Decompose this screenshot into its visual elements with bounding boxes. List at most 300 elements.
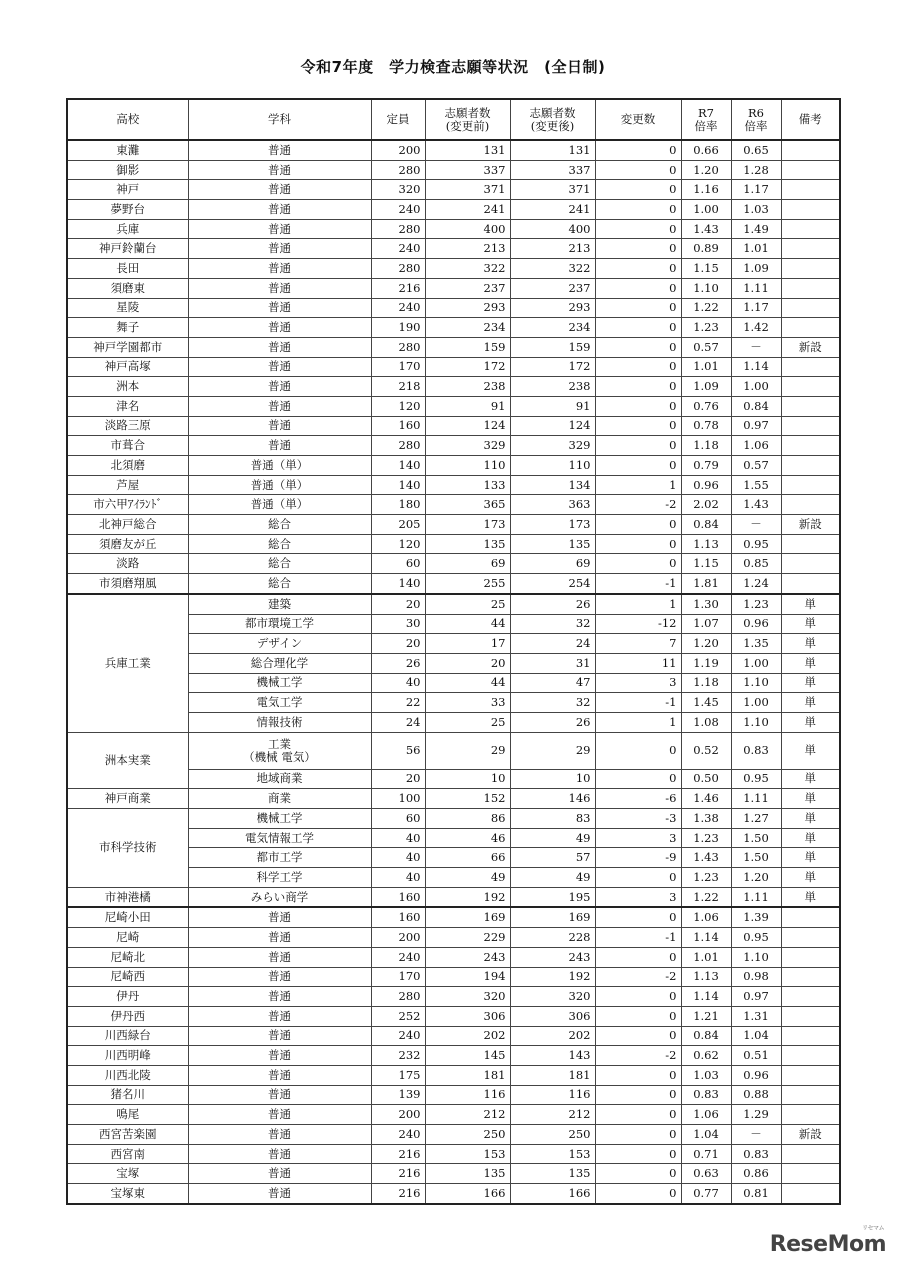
cell-r7-ratio: 1.09 [681,377,731,397]
cell-school: 北須磨 [67,456,188,476]
cell-r7-ratio: 1.23 [681,828,731,848]
cell-change: 3 [595,828,681,848]
cell-r7-ratio: 0.89 [681,239,731,259]
cell-r6-ratio: 1.01 [731,239,781,259]
cell-applicants-after: 320 [510,987,595,1007]
cell-remarks: 単 [781,809,840,829]
cell-school: 長田 [67,259,188,279]
cell-r7-ratio: 1.22 [681,887,731,907]
cell-r6-ratio: 1.43 [731,495,781,515]
cell-remarks: 単 [781,828,840,848]
cell-applicants-after: 153 [510,1144,595,1164]
resemom-logo: ReseMom リセマム [769,1225,886,1257]
table-row [67,318,840,338]
cell-capacity: 216 [371,1144,425,1164]
cell-applicants-after: 363 [510,495,595,515]
cell-capacity: 160 [371,907,425,927]
cell-r6-ratio: 1.27 [731,809,781,829]
cell-r7-ratio: 1.13 [681,534,731,554]
cell-remarks [781,239,840,259]
cell-applicants-before: 49 [425,868,510,888]
cell-change: 0 [595,1065,681,1085]
cell-course: 総合理化学 [188,653,371,673]
cell-r7-ratio: 0.76 [681,396,731,416]
cell-remarks [781,1184,840,1204]
table-row [67,574,840,594]
cell-course: 普通 [188,377,371,397]
cell-remarks [781,928,840,948]
cell-remarks: 単 [781,653,840,673]
cell-applicants-before: 213 [425,239,510,259]
cell-remarks: 新設 [781,515,840,535]
cell-remarks [781,907,840,927]
cell-capacity: 280 [371,337,425,357]
cell-applicants-before: 166 [425,1184,510,1204]
table-row [67,1105,840,1125]
cell-r6-ratio: 1.04 [731,1026,781,1046]
cell-r6-ratio: 0.83 [731,1144,781,1164]
cell-applicants-before: 91 [425,396,510,416]
cell-r7-ratio: 0.57 [681,337,731,357]
cell-remarks [781,1065,840,1085]
cell-r6-ratio: － [731,515,781,535]
cell-r7-ratio: 1.13 [681,967,731,987]
cell-r7-ratio: 1.10 [681,278,731,298]
cell-change: 1 [595,475,681,495]
cell-applicants-after: 293 [510,298,595,318]
cell-change: 0 [595,1006,681,1026]
cell-remarks [781,298,840,318]
cell-course: 普通 [188,200,371,220]
cell-change: -2 [595,1046,681,1066]
cell-change: 1 [595,594,681,614]
cell-school: 川西緑台 [67,1026,188,1046]
cell-capacity: 140 [371,456,425,476]
cell-remarks: 単 [781,848,840,868]
cell-capacity: 320 [371,180,425,200]
cell-remarks: 単 [781,732,840,769]
cell-course: 普通 [188,1164,371,1184]
cell-remarks [781,967,840,987]
cell-capacity: 40 [371,848,425,868]
cell-course: 普通（単） [188,495,371,515]
table-row [67,475,840,495]
cell-remarks: 単 [781,594,840,614]
cell-capacity: 240 [371,298,425,318]
cell-applicants-before: 110 [425,456,510,476]
cell-applicants-after: 400 [510,219,595,239]
cell-school: 神戸商業 [67,789,188,809]
cell-r6-ratio: 1.49 [731,219,781,239]
cell-r6-ratio: 1.29 [731,1105,781,1125]
cell-r7-ratio: 1.19 [681,653,731,673]
cell-capacity: 140 [371,475,425,495]
cell-r6-ratio: 0.97 [731,987,781,1007]
cell-applicants-after: 32 [510,614,595,634]
cell-remarks [781,574,840,594]
table-row [67,887,840,907]
cell-remarks [781,1046,840,1066]
header-capacity: 定員 [371,99,425,140]
cell-capacity: 22 [371,693,425,713]
table-row [67,259,840,279]
cell-course: 普通 [188,180,371,200]
cell-r6-ratio: 1.09 [731,259,781,279]
cell-course: 普通 [188,1184,371,1204]
table-row [67,1085,840,1105]
cell-course: 普通 [188,1085,371,1105]
table-row [67,1184,840,1204]
cell-remarks: 単 [781,614,840,634]
table-row [67,396,840,416]
cell-applicants-after: 131 [510,140,595,160]
cell-applicants-before: 173 [425,515,510,535]
table-row [67,515,840,535]
cell-applicants-after: 166 [510,1184,595,1204]
cell-course: 情報技術 [188,712,371,732]
cell-r7-ratio: 1.38 [681,809,731,829]
cell-applicants-after: 116 [510,1085,595,1105]
cell-school: 舞子 [67,318,188,338]
cell-remarks [781,318,840,338]
cell-r6-ratio: 1.55 [731,475,781,495]
table-row [67,732,840,769]
cell-change: 0 [595,278,681,298]
cell-r6-ratio: 1.00 [731,377,781,397]
cell-change: 0 [595,337,681,357]
cell-applicants-after: 192 [510,967,595,987]
cell-capacity: 160 [371,887,425,907]
table-row [67,219,840,239]
table-row [67,789,840,809]
cell-capacity: 240 [371,200,425,220]
cell-change: 0 [595,769,681,789]
cell-school: 尼崎西 [67,967,188,987]
cell-capacity: 120 [371,534,425,554]
cell-course: デザイン [188,634,371,654]
cell-applicants-before: 44 [425,614,510,634]
table-row [67,987,840,1007]
cell-remarks [781,554,840,574]
cell-change: -3 [595,809,681,829]
cell-course: 商業 [188,789,371,809]
cell-r6-ratio: 0.85 [731,554,781,574]
cell-r6-ratio: 1.23 [731,594,781,614]
cell-applicants-after: 241 [510,200,595,220]
table-row [67,1125,840,1145]
cell-applicants-before: 329 [425,436,510,456]
cell-school: 市六甲ｱｲﾗﾝﾄﾞ [67,495,188,515]
cell-applicants-before: 131 [425,140,510,160]
cell-course: 普通 [188,1026,371,1046]
cell-applicants-after: 254 [510,574,595,594]
cell-course: 普通 [188,1046,371,1066]
cell-change: 0 [595,1144,681,1164]
cell-remarks: 単 [781,887,840,907]
cell-applicants-after: 234 [510,318,595,338]
cell-capacity: 140 [371,574,425,594]
cell-applicants-after: 243 [510,947,595,967]
cell-r7-ratio: 1.15 [681,554,731,574]
cell-applicants-before: 320 [425,987,510,1007]
cell-applicants-before: 400 [425,219,510,239]
cell-school: 猪名川 [67,1085,188,1105]
cell-remarks [781,1164,840,1184]
cell-remarks: 新設 [781,1125,840,1145]
table-row [67,456,840,476]
cell-change: 0 [595,456,681,476]
cell-r7-ratio: 1.18 [681,436,731,456]
cell-change: 0 [595,947,681,967]
cell-change: -1 [595,574,681,594]
cell-change: -6 [595,789,681,809]
cell-r7-ratio: 1.21 [681,1006,731,1026]
cell-change: -1 [595,693,681,713]
cell-applicants-after: 26 [510,594,595,614]
cell-applicants-after: 10 [510,769,595,789]
cell-school: 須磨東 [67,278,188,298]
cell-capacity: 280 [371,987,425,1007]
cell-remarks [781,180,840,200]
cell-r6-ratio: 0.96 [731,1065,781,1085]
cell-remarks [781,475,840,495]
cell-capacity: 190 [371,318,425,338]
cell-change: 0 [595,732,681,769]
table-row [67,1006,840,1026]
cell-r7-ratio: 0.62 [681,1046,731,1066]
cell-capacity: 280 [371,219,425,239]
cell-remarks [781,1026,840,1046]
cell-r6-ratio: 1.24 [731,574,781,594]
cell-applicants-before: 25 [425,594,510,614]
cell-change: 0 [595,987,681,1007]
cell-applicants-before: 124 [425,416,510,436]
cell-applicants-after: 146 [510,789,595,809]
cell-applicants-before: 241 [425,200,510,220]
cell-school: 淡路三原 [67,416,188,436]
cell-change: -2 [595,967,681,987]
cell-applicants-before: 293 [425,298,510,318]
cell-capacity: 100 [371,789,425,809]
cell-applicants-after: 57 [510,848,595,868]
cell-capacity: 20 [371,769,425,789]
cell-r7-ratio: 0.78 [681,416,731,436]
cell-applicants-after: 83 [510,809,595,829]
cell-capacity: 170 [371,357,425,377]
table-row [67,1164,840,1184]
cell-r7-ratio: 1.06 [681,907,731,927]
cell-change: 0 [595,1105,681,1125]
cell-r7-ratio: 0.50 [681,769,731,789]
cell-course: 総合 [188,574,371,594]
cell-course: 普通 [188,140,371,160]
cell-school: 北神戸総合 [67,515,188,535]
cell-capacity: 60 [371,809,425,829]
cell-remarks [781,396,840,416]
cell-change: 0 [595,868,681,888]
cell-r7-ratio: 1.01 [681,947,731,967]
cell-applicants-before: 10 [425,769,510,789]
cell-r6-ratio: 0.97 [731,416,781,436]
cell-change: 0 [595,554,681,574]
cell-r6-ratio: 1.35 [731,634,781,654]
header-r7-ratio: R7 倍率 [681,99,731,140]
table-row [67,416,840,436]
table-row [67,357,840,377]
cell-applicants-before: 159 [425,337,510,357]
cell-applicants-before: 46 [425,828,510,848]
table-row [67,337,840,357]
cell-remarks: 単 [781,712,840,732]
cell-capacity: 40 [371,868,425,888]
cell-school: 市葺合 [67,436,188,456]
cell-capacity: 160 [371,416,425,436]
cell-applicants-before: 66 [425,848,510,868]
cell-capacity: 218 [371,377,425,397]
cell-remarks [781,1105,840,1125]
cell-course: 普通 [188,1006,371,1026]
cell-capacity: 216 [371,1184,425,1204]
cell-course: 普通 [188,396,371,416]
header-r6-ratio: R6 倍率 [731,99,781,140]
cell-applicants-after: 228 [510,928,595,948]
table-row [67,967,840,987]
cell-school: 夢野台 [67,200,188,220]
cell-change: 3 [595,887,681,907]
cell-r7-ratio: 1.45 [681,693,731,713]
cell-applicants-before: 234 [425,318,510,338]
table-row [67,809,840,829]
cell-applicants-after: 69 [510,554,595,574]
cell-change: 0 [595,160,681,180]
cell-r7-ratio: 1.43 [681,219,731,239]
cell-remarks: 単 [781,789,840,809]
cell-r7-ratio: 0.83 [681,1085,731,1105]
cell-school: 兵庫工業 [67,594,188,732]
cell-course: 普通 [188,259,371,279]
cell-school: 御影 [67,160,188,180]
cell-r6-ratio: 1.42 [731,318,781,338]
cell-r6-ratio: 1.17 [731,298,781,318]
cell-course: 科学工学 [188,868,371,888]
cell-course: 普通 [188,219,371,239]
cell-applicants-after: 169 [510,907,595,927]
cell-r7-ratio: 1.14 [681,928,731,948]
cell-r7-ratio: 1.15 [681,259,731,279]
cell-change: 0 [595,298,681,318]
cell-r7-ratio: 0.71 [681,1144,731,1164]
cell-r6-ratio: 1.11 [731,278,781,298]
cell-r7-ratio: 1.04 [681,1125,731,1145]
header-change: 変更数 [595,99,681,140]
cell-r6-ratio: 0.95 [731,928,781,948]
cell-applicants-before: 202 [425,1026,510,1046]
cell-applicants-before: 44 [425,673,510,693]
cell-change: 0 [595,515,681,535]
cell-applicants-after: 202 [510,1026,595,1046]
cell-capacity: 240 [371,1026,425,1046]
cell-applicants-after: 195 [510,887,595,907]
cell-remarks: 単 [781,673,840,693]
cell-school: 洲本 [67,377,188,397]
cell-applicants-after: 337 [510,160,595,180]
cell-remarks [781,456,840,476]
cell-capacity: 280 [371,436,425,456]
cell-r6-ratio: 0.86 [731,1164,781,1184]
cell-r7-ratio: 1.03 [681,1065,731,1085]
cell-school: 西宮南 [67,1144,188,1164]
cell-capacity: 24 [371,712,425,732]
cell-remarks [781,1006,840,1026]
cell-r6-ratio: 1.11 [731,887,781,907]
cell-capacity: 20 [371,634,425,654]
cell-school: 神戸鈴蘭台 [67,239,188,259]
cell-remarks [781,259,840,279]
cell-r6-ratio: 1.20 [731,868,781,888]
cell-r7-ratio: 1.00 [681,200,731,220]
header-school: 高校 [67,99,188,140]
cell-applicants-before: 250 [425,1125,510,1145]
cell-change: 7 [595,634,681,654]
cell-applicants-after: 237 [510,278,595,298]
cell-course: 建築 [188,594,371,614]
cell-course: 普通 [188,318,371,338]
cell-change: -1 [595,928,681,948]
cell-remarks [781,436,840,456]
table-row [67,140,840,160]
cell-r7-ratio: 0.63 [681,1164,731,1184]
cell-r6-ratio: 0.57 [731,456,781,476]
cell-course: 普通 [188,416,371,436]
cell-capacity: 240 [371,239,425,259]
cell-capacity: 216 [371,278,425,298]
cell-r6-ratio: 0.65 [731,140,781,160]
cell-course: みらい商学 [188,887,371,907]
cell-r7-ratio: 0.84 [681,1026,731,1046]
cell-applicants-before: 169 [425,907,510,927]
cell-remarks [781,987,840,1007]
cell-r7-ratio: 1.16 [681,180,731,200]
cell-applicants-after: 124 [510,416,595,436]
table-header-row [67,99,840,140]
cell-school: 神戸高塚 [67,357,188,377]
cell-capacity: 40 [371,673,425,693]
cell-course: 普通 [188,357,371,377]
cell-r6-ratio: 1.00 [731,693,781,713]
cell-r6-ratio: 1.10 [731,947,781,967]
header-applicants-before: 志願者数 (変更前) [425,99,510,140]
cell-school: 洲本実業 [67,732,188,789]
table-row [67,1026,840,1046]
cell-r7-ratio: 1.07 [681,614,731,634]
cell-capacity: 175 [371,1065,425,1085]
cell-capacity: 26 [371,653,425,673]
cell-capacity: 280 [371,160,425,180]
cell-change: 0 [595,1184,681,1204]
cell-school: 宝塚東 [67,1184,188,1204]
cell-capacity: 232 [371,1046,425,1066]
cell-r7-ratio: 0.96 [681,475,731,495]
cell-applicants-before: 29 [425,732,510,769]
cell-applicants-before: 238 [425,377,510,397]
cell-remarks: 単 [781,693,840,713]
cell-applicants-before: 306 [425,1006,510,1026]
cell-change: 0 [595,907,681,927]
cell-school: 淡路 [67,554,188,574]
cell-r6-ratio: 0.83 [731,732,781,769]
cell-r7-ratio: 1.46 [681,789,731,809]
cell-r7-ratio: 0.77 [681,1184,731,1204]
